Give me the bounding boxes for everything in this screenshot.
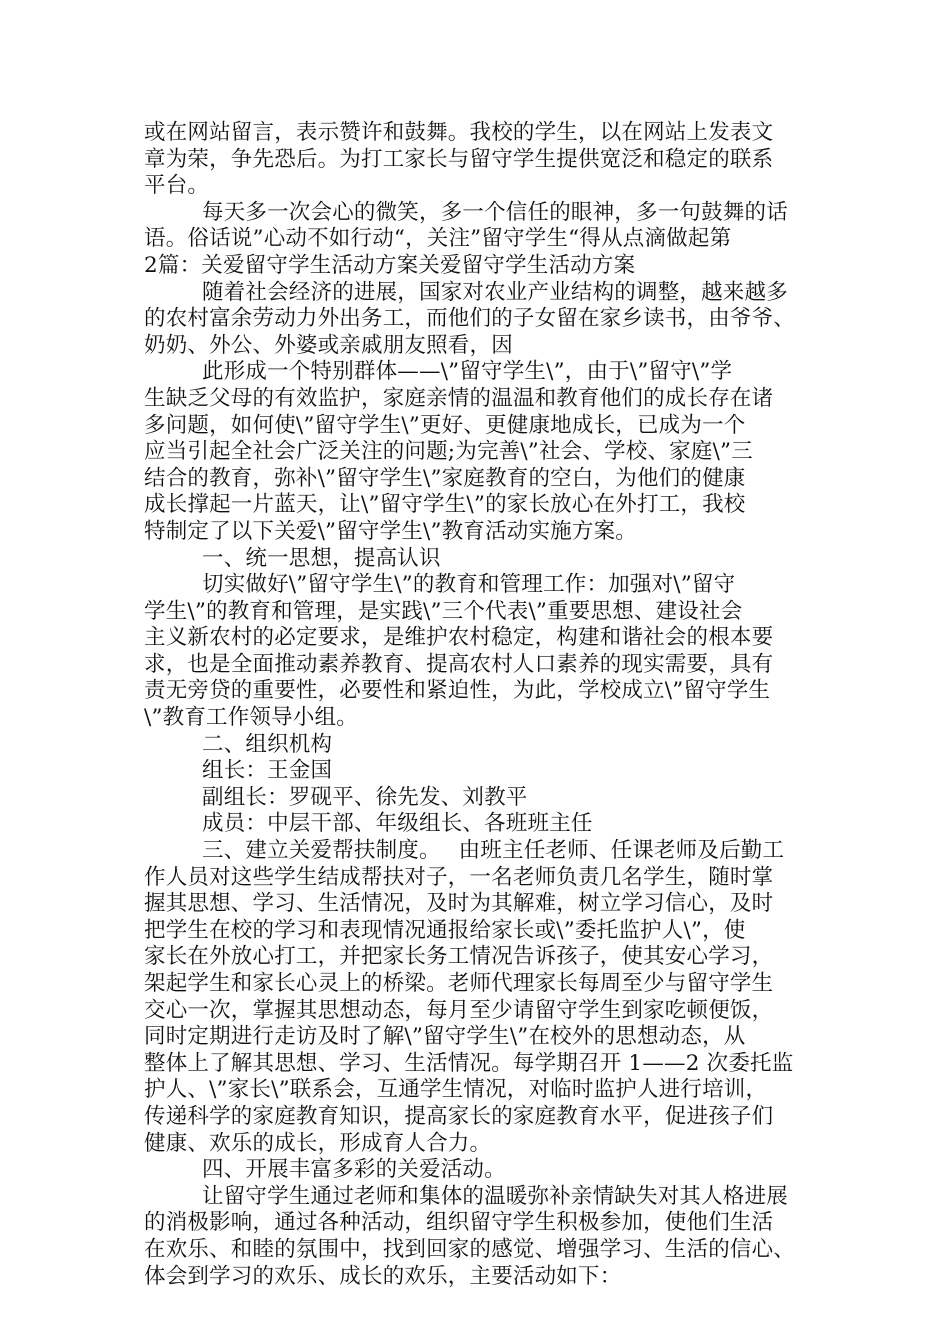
text-line: 学生\”的教育和管理，是实践\”三个代表\”重要思想、建设社会 bbox=[144, 598, 743, 624]
text-line: 成长撑起一片蓝天，让\”留守学生\”的家长放心在外打工，我校 bbox=[144, 492, 746, 518]
text-line: 随着社会经济的进展，国家对农业产业结构的调整，越来越多 bbox=[202, 279, 788, 305]
text-line: 健康、欢乐的成长，形成育人合力。 bbox=[144, 1130, 492, 1156]
text-line: 作人员对这些学生结成帮扶对子，一名老师负责几名学生，随时掌 bbox=[144, 864, 774, 890]
text-line: 多问题，如何使\”留守学生\”更好、更健康地成长，已成为一个 bbox=[144, 412, 746, 438]
text-line: 生缺乏父母的有效监护，家庭亲情的温温和教育他们的成长存在诸 bbox=[144, 385, 774, 411]
text-line: 特制定了以下关爱\”留守学生\”教育活动实施方案。 bbox=[144, 518, 637, 544]
document-body bbox=[144, 120, 824, 1290]
text-line: 此形成一个特别群体——\”留守学生\”，由于\”留守\”学 bbox=[202, 359, 733, 385]
text-line: 责无旁贷的重要性，必要性和紧迫性，为此，学校成立\”留守学生 bbox=[144, 678, 771, 704]
text-line: 语。俗话说”心动不如行动“，关注”留守学生“得从点滴做起第 bbox=[144, 226, 732, 252]
text-line: 四、开展丰富多彩的关爱活动。 bbox=[202, 1157, 506, 1183]
text-line: 架起学生和家长心灵上的桥梁。老师代理家长每周至少与留守学生 bbox=[144, 971, 774, 996]
text-line: 组长：王金国 bbox=[202, 758, 333, 784]
text-line: 的消极影响，通过各种活动，组织留守学生积极参加，使他们生活 bbox=[144, 1210, 774, 1236]
text-line: 同时定期进行走访及时了解\”留守学生\”在校外的思想动态，从 bbox=[144, 1024, 746, 1050]
text-line: 三、建立关爱帮扶制度。 由班主任老师、任课老师及后勤工 bbox=[202, 838, 785, 864]
text-line: 主义新农村的必定要求，是维护农村稳定，构建和谐社会的根本要 bbox=[144, 625, 774, 651]
text-line: 在欢乐、和睦的氛围中，找到回家的感觉、增强学习、生活的信心、 bbox=[144, 1236, 796, 1262]
text-line: 家长在外放心打工，并把家长务工情况告诉孩子，使其安心学习， bbox=[144, 944, 774, 970]
text-line: 整体上了解其思想、学习、生活情况。每学期召开 1——2 次委托监 bbox=[144, 1050, 794, 1076]
text-line: 成员：中层干部、年级组长、各班班主任 bbox=[202, 811, 593, 837]
text-line: 切实做好\”留守学生\”的教育和管理工作：加强对\”留守 bbox=[202, 572, 736, 598]
text-line: 握其思想、学习、生活情况，及时为其解难，树立学习信心，及时 bbox=[144, 891, 774, 917]
text-line: 奶奶、外公、外婆或亲戚朋友照看，因 bbox=[144, 332, 513, 358]
text-line: 章为荣，争先恐后。为打工家长与留守学生提供宽泛和稳定的联系 bbox=[144, 146, 774, 172]
text-line: 结合的教育，弥补\”留守学生\”家庭教育的空白，为他们的健康 bbox=[144, 465, 746, 491]
text-line: 让留守学生通过老师和集体的温暖弥补亲情缺失对其人格进展 bbox=[202, 1183, 788, 1209]
text-line: 一、统一思想，提高认识 bbox=[202, 545, 441, 571]
text-line: 交心一次，掌握其思想动态，每月至少请留守学生到家吃顿便饭， bbox=[144, 997, 774, 1023]
text-line: \”教育工作领导小组。 bbox=[144, 705, 358, 731]
text-line: 体会到学习的欢乐、成长的欢乐，主要活动如下： bbox=[144, 1263, 622, 1289]
text-line: 副组长：罗砚平、徐先发、刘教平 bbox=[202, 784, 528, 810]
text-line: 求，也是全面推动素养教育、提高农村人口素养的现实需要，具有 bbox=[144, 651, 774, 677]
text-line: 平台。 bbox=[144, 173, 210, 199]
text-line: 传递科学的家庭教育知识，提高家长的家庭教育水平，促进孩子们 bbox=[144, 1103, 774, 1129]
text-line: 2篇：关爱留守学生活动方案关爱留守学生活动方案 bbox=[144, 252, 636, 278]
text-line: 护人、\”家长\”联系会，互通学生情况，对临时监护人进行培训， bbox=[144, 1077, 768, 1103]
text-line: 二、组织机构 bbox=[202, 731, 333, 757]
text-line: 或在网站留言，表示赞许和鼓舞。我校的学生，以在网站上发表文 bbox=[144, 120, 774, 145]
text-line: 把学生在校的学习和表现情况通报给家长或\”委托监护人\”，使 bbox=[144, 917, 746, 943]
text-line: 应当引起全社会广泛关注的问题;为完善\”社会、学校、家庭\”三 bbox=[144, 439, 753, 465]
text-line: 每天多一次会心的微笑，多一个信任的眼神，多一句鼓舞的话 bbox=[202, 199, 788, 225]
text-line: 的农村富余劳动力外出务工，而他们的子女留在家乡读书，由爷爷、 bbox=[144, 306, 796, 332]
